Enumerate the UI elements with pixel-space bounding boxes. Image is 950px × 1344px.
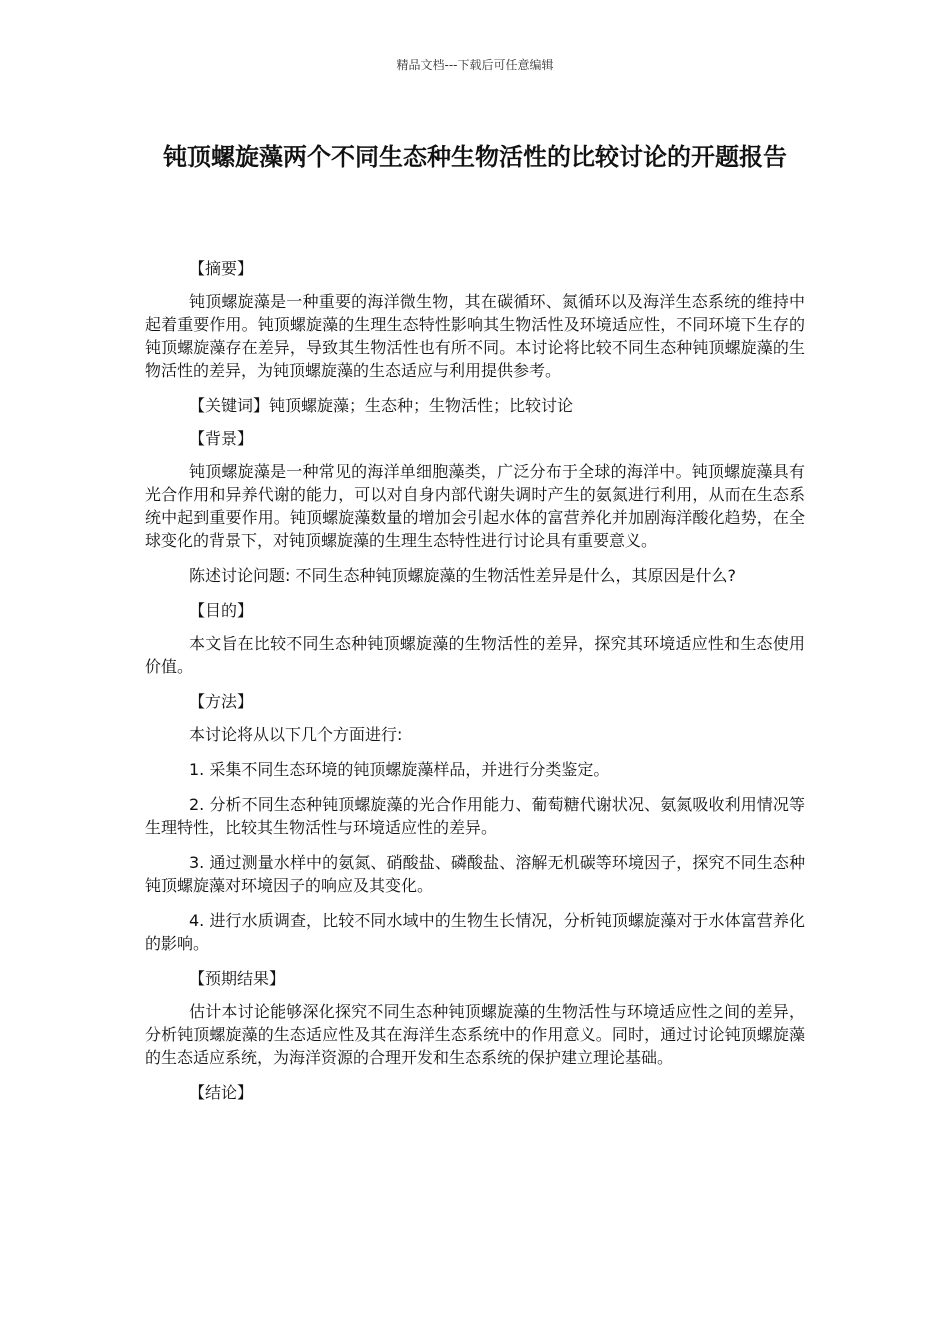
methods-item-4: 4. 进行水质调查，比较不同水域中的生物生长情况，分析钝顶螺旋藻对于水体富营养化的影响。 [145,911,805,953]
section-heading-background: 【背景】 [189,429,254,448]
document-body [145,257,805,1114]
section-heading-conclusion: 【结论】 [189,1083,254,1102]
section-heading-expected-results: 【预期结果】 [189,969,286,988]
methods-item-2: 2. 分析不同生态种钝顶螺旋藻的光合作用能力、葡萄糖代谢状况、氨氮吸收利用情况等生理特性，比较其生物活性与环境适应性的差异。 [145,795,805,837]
section-heading-purpose: 【目的】 [189,601,254,620]
research-question-paragraph: 陈述讨论问题: 不同生态种钝顶螺旋藻的生物活性差异是什么，其原因是什么? [189,566,736,585]
section-heading-methods: 【方法】 [189,692,254,711]
methods-item-1: 1. 采集不同生态环境的钝顶螺旋藻样品，并进行分类鉴定。 [189,760,610,779]
page-header: 精品文档---下载后可任意编辑 [396,58,554,72]
methods-item-3: 3. 通过测量水样中的氨氮、硝酸盐、磷酸盐、溶解无机碳等环境因子，探究不同生态种钝顶螺旋藻对环境因子的响应及其变化。 [145,853,805,895]
methods-intro-paragraph: 本讨论将从以下几个方面进行: [189,725,403,744]
background-paragraph: 钝顶螺旋藻是一种常见的海洋单细胞藻类，广泛分布于全球的海洋中。钝顶螺旋藻具有光合作用和异养代谢的能力，可以对自身内部代谢失调时产生的氨氮进行利用，从而在生态系统中起到重要作用。钝顶螺旋藻数量的增加会引起水体的富营养化并加剧海洋酸化趋势，在全球变化的背景下，对钝顶螺旋藻的生理生态特性进行讨论具有重要意义。 [145,462,805,550]
keywords-line: 【关键词】钝顶螺旋藻；生态种；生物活性；比较讨论 [189,396,574,415]
purpose-paragraph: 本文旨在比较不同生态种钝顶螺旋藻的生物活性的差异，探究其环境适应性和生态使用价值。 [145,634,805,676]
expected-results-paragraph: 估计本讨论能够深化探究不同生态种钝顶螺旋藻的生物活性与环境适应性之间的差异，分析钝顶螺旋藻的生态适应性及其在海洋生态系统中的作用意义。同时，通过讨论钝顶螺旋藻的生态适应系统，为海洋资源的合理开发和生态系统的保护建立理论基础。 [145,1002,805,1067]
document-title: 钝顶螺旋藻两个不同生态种生物活性的比较讨论的开题报告 [163,143,787,171]
abstract-paragraph: 钝顶螺旋藻是一种重要的海洋微生物，其在碳循环、氮循环以及海洋生态系统的维持中起着重要作用。钝顶螺旋藻的生理生态特性影响其生物活性及环境适应性，不同环境下生存的钝顶螺旋藻存在差异，导致其生物活性也有所不同。本讨论将比较不同生态种钝顶螺旋藻的生物活性的差异，为钝顶螺旋藻的生态适应与利用提供参考。 [145,292,805,380]
section-heading-abstract: 【摘要】 [189,259,254,278]
